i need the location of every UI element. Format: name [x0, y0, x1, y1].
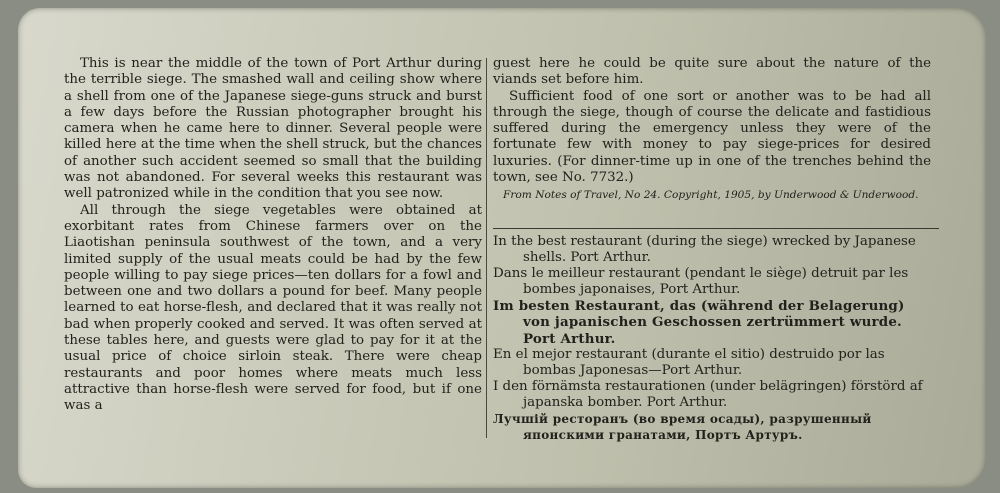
caption-spanish: En el mejor restaurant (durante el sitio) destruido por las bombas Japonesas—Port Arthur.	[493, 346, 885, 378]
paragraph-vegetables: All through the siege vegetables were obtained at exorbitant rates from Chinese farmers over on the Liaotishan peninsula southwest of the town, and a very limited supply of the usual meats could be had by the few people willing to pay siege prices—ten dollars for a fowl and between one and two dollars a pound for beef. Many people learned to eat horse-flesh, and declared that it was really not bad when properly cooked and served. It was often served at these tables here, and guests were glad to pay for it at the usual price of choice sirloin steak. There were cheap restaurants and poor homes where meats much less attractive than horse-flesh were served for food, but if one was a	[64, 202, 482, 414]
caption-swedish: I den förnämsta restaurationen (under belägringen) förstörd af japanska bomber. Port Arthur.	[493, 378, 923, 410]
copyright-credit: From Notes of Travel, No 24. Copyright, 1905, by Underwood & Underwood.	[503, 189, 919, 202]
right-column	[493, 56, 931, 202]
caption-english: In the best restaurant (during the siege) wrecked by Japanese shells. Port Arthur.	[493, 234, 916, 266]
caption-french: Dans le meilleur restaurant (pendant le siège) detruit par les bombes japonaises, Port Arthur.	[493, 266, 909, 298]
paragraph-food: Sufficient food of one sort or another was to be had all through the siege, though of course the delicate and fastidious suffered during the emergency unless they were of the fortunate few with money to pay siege-prices for desired luxuries. (For dinner-time up in one of the trenches behind the town, see No. 7732.)	[493, 88, 931, 186]
left-column	[64, 56, 482, 415]
column-divider	[486, 58, 487, 438]
caption-separator	[493, 228, 939, 229]
caption-german: Im besten Restaurant, das (während der Belagerung) von japanischen Geschossen zertrümmert wurde. Port Arthur.	[493, 298, 905, 347]
caption-russian: Лучшій ресторанъ (во время осады), разрушенный японскими гранатами, Портъ Артуръ.	[493, 412, 872, 443]
multilingual-captions	[493, 234, 933, 443]
paragraph-intro: This is near the middle of the town of Port Arthur during the terrible siege. The smashed wall and ceiling show where a shell from one of the Japanese siege-guns struck and burst a few days before the Russian photographer brought his camera when he came here to dinner. Several people were killed here at the time when the shell struck, but the chances of another such accident seemed so small that the building was not abandoned. For several weeks this restaurant was well patronized while in the condition that you see now.	[64, 56, 482, 202]
paragraph-continued: guest here he could be quite sure about the nature of the viands set before him.	[493, 56, 931, 88]
